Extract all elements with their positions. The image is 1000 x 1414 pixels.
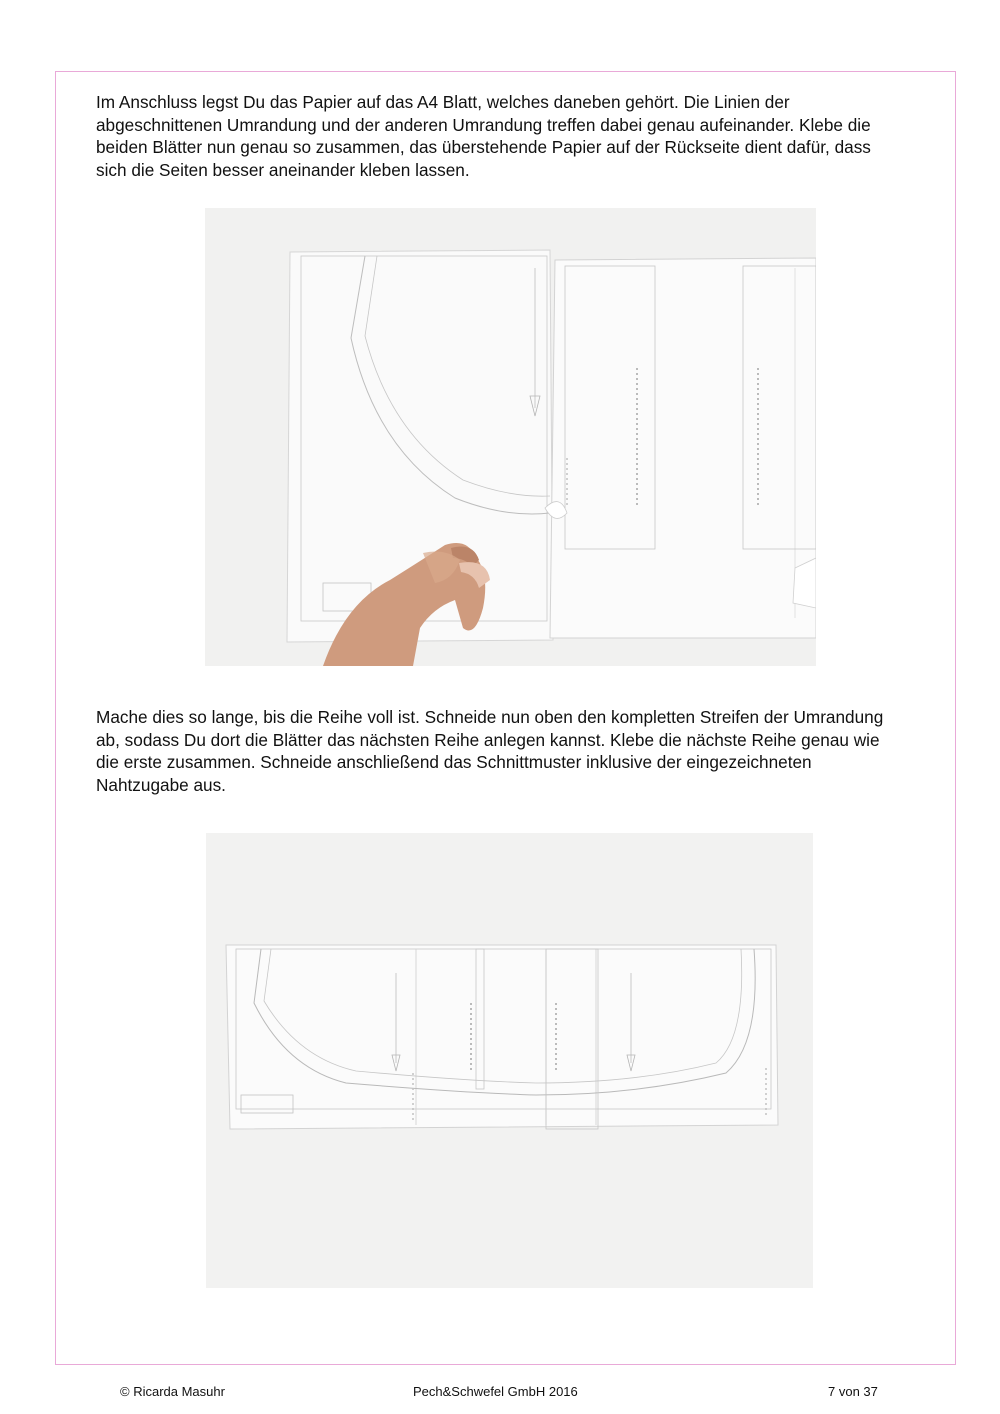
footer-copyright: © Ricarda Masuhr xyxy=(120,1384,225,1399)
photo-taping-pattern-sheets xyxy=(205,208,816,666)
photo-assembled-pattern-row xyxy=(206,833,813,1288)
footer-company: Pech&Schwefel GmbH 2016 xyxy=(413,1384,578,1399)
instruction-paragraph-1: Im Anschluss legst Du das Papier auf das A4 Blatt, welches daneben gehört. Die Linien der abgeschnittenen Umrandung und der anderen Umrandung treffen dabei genau aufeinander. Klebe die beiden Blätter nun genau so zusammen, das überstehende Papier auf der Rückseite dient dafür, dass sich die Seiten besser aneinander kleben lassen. xyxy=(96,92,871,180)
footer-page-number: 7 von 37 xyxy=(828,1384,878,1399)
instruction-paragraph-2: Mache dies so lange, bis die Reihe voll ist. Schneide nun oben den kompletten Streifen der Umrandung ab, sodass Du dort die Blätter das nächsten Reihe anlegen kannst. Klebe die nächste Reihe genau wie die erste zusammen. Schneide anschließend das Schnittmuster inklusive der eingezeichneten Nahtzugabe aus. xyxy=(96,707,884,795)
